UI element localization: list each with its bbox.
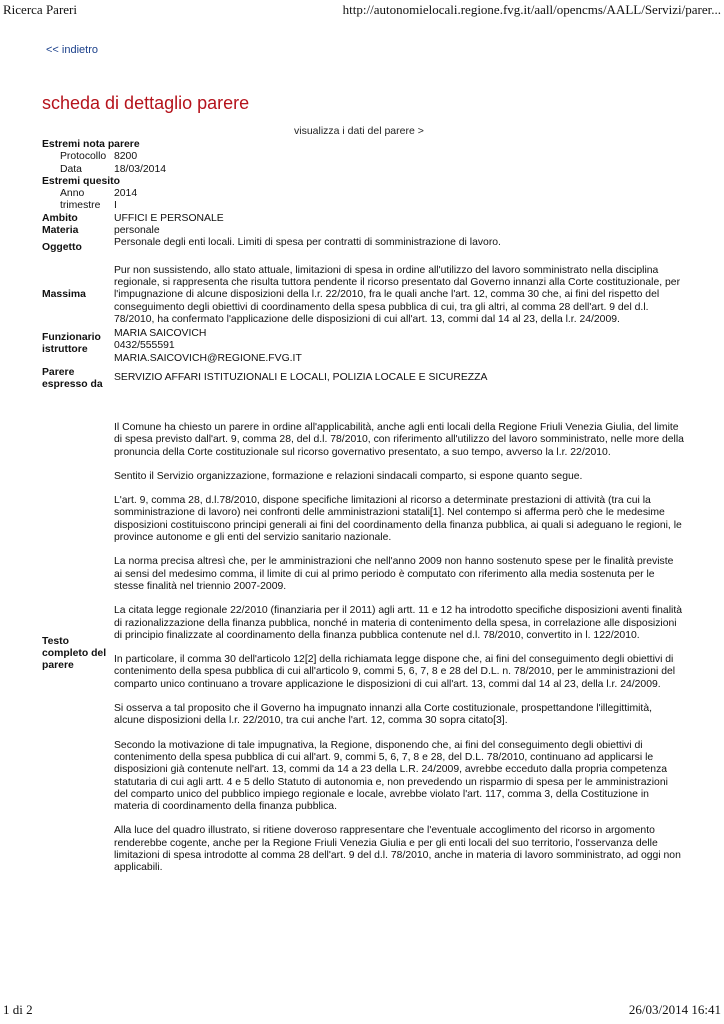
- ambito-row: [42, 213, 684, 225]
- data-row: [42, 164, 684, 176]
- massima-label: Massima: [42, 289, 86, 301]
- testo-paragraph: Alla luce del quadro illustrato, si ritiene doveroso rappresentare che l'eventuale accoglimento del ricorso in argomento renderebbe cogente, anche per la Regione Friuli Venezia Giulia e per gli enti locali del suo territorio, l'osservanza delle limitazioni di spesa introdotte al comma 28 dell'art. 9 del d.l. 78/2010, anche in materia di lavoro somministrato, ad oggi non applicabili.: [114, 825, 681, 874]
- data-value: 18/03/2014: [114, 163, 167, 175]
- testo-section: [42, 422, 684, 887]
- parere-espresso-row: [42, 367, 684, 392]
- funzionario-row: [42, 328, 684, 365]
- back-link[interactable]: << indietro: [46, 44, 98, 56]
- anno-value: 2014: [114, 188, 138, 200]
- testo-paragraph: L'art. 9, comma 28, d.l.78/2010, dispone specifiche limitazioni al ricorso a determinate prestazioni di attività (tra cui la somministrazione di lavoro) nei confronti delle amministrazioni statali[1]. Nel contempo si afferma però che le medesime disposizioni costituiscono principi generali ai fini del coordinamento della finanza pubblica, ai quali si adeguano le regioni, le province autonome e gli enti del servizio sanitario nazionale.: [114, 495, 682, 544]
- protocollo-row: [42, 151, 684, 163]
- testo-row: [42, 422, 684, 887]
- parere-espresso-label: Parere espresso da: [42, 367, 103, 391]
- data-label: Data: [60, 163, 82, 175]
- oggetto-row: [42, 237, 684, 254]
- testo-paragraph: Il Comune ha chiesto un parere in ordine all'applicabilità, anche agli enti locali della Regione Friuli Venezia Giulia, del limite di spesa previsto dall'art. 9, comma 28, del d.l. 78/2010, con riferimento all'utilizzo del lavoro somministrato, nelle more della pronuncia della Corte costituzionale sul ricorso governativo presentato, a suo tempo, avverso la l.r. 22/2010.: [114, 422, 684, 458]
- oggetto-value: Personale degli enti locali. Limiti di spesa per contratti di somministrazione di lavoro.: [114, 237, 501, 249]
- funzionario-phone: 0432/555591: [114, 340, 175, 352]
- materia-value: personale: [114, 225, 160, 237]
- funzionario-email: MARIA.SAICOVICH@REGIONE.FVG.IT: [114, 352, 302, 364]
- protocollo-label: Protocollo: [60, 151, 107, 163]
- testo-paragraph: Sentito il Servizio organizzazione, formazione e relazioni sindacali comparto, si espone quanto segue.: [114, 470, 583, 482]
- oggetto-label: Oggetto: [42, 242, 82, 254]
- massima-row: [42, 265, 684, 326]
- testo-paragraph: Si osserva a tal proposito che il Governo ha impugnato innanzi alla Corte costituzionale, prospettandone l'illegittimità, alcune disposizioni della l.r. 22/2010, tra cui anche l'art. 12, comma 30 sopra citato[3].: [114, 703, 652, 727]
- testo-label: Testo completo del parere: [42, 635, 107, 672]
- view-data-link[interactable]: visualizza i dati del parere >: [294, 125, 424, 137]
- trimestre-label: trimestre: [60, 200, 101, 212]
- page-url: http://autonomielocali.regione.fvg.it/aall/opencms/AALL/Servizi/parer...: [342, 2, 721, 17]
- materia-row: [42, 225, 684, 237]
- print-datetime: 26/03/2014 16:41: [628, 1002, 721, 1017]
- ambito-value: UFFICI E PERSONALE: [114, 212, 224, 224]
- materia-label: Materia: [42, 225, 79, 237]
- funzionario-name: MARIA SAICOVICH: [114, 328, 207, 340]
- detail-table: [42, 139, 684, 392]
- page-number: 1 di 2: [3, 1002, 33, 1017]
- parere-espresso-value: SERVIZIO AFFARI ISTITUZIONALI E LOCALI, POLIZIA LOCALE E SICUREZZA: [114, 372, 488, 384]
- testo-paragraph: In particolare, il comma 30 dell'articolo 12[2] della richiamata legge dispone che, ai fini del conseguimento degli obiettivi di contenimento della spesa pubblica di cui all'articolo 9, commi 5, 6, 7, 8 e 28 del D.L. n. 78/2010, per le amministrazioni del comparto unico continuano a trovare applicazione le disposizioni di cui all'art. 13, commi dal 14 al 23, della l.r. 24/2009.: [114, 654, 676, 690]
- page-title: scheda di dettaglio parere: [42, 93, 250, 113]
- estremi-nota-heading: Estremi nota parere: [42, 139, 140, 150]
- back-link-container: [46, 44, 98, 56]
- testo-paragraph: Secondo la motivazione di tale impugnativa, la Regione, disponendo che, ai fini del conseguimento degli obiettivi di contenimento della spesa pubblica di cui all'art. 9, commi 5, 6, 7, 8 e 28, del D.L. 78/2010, continuano ad applicarsi le disposizioni già contenute nell'art. 13, commi da 14 a 23 della L.R. 24/2009, avrebbe ecceduto dalla propria competenza statutaria di cui agli artt. 4 e 5 dello Statuto di autonomia e, non prevedendo un risparmio di spesa per le amministrazioni del comparto unico del pubblico impiego regionale e locale, avrebbe violato l'art. 117, comma 3, della Costituzione in materia di coordinamento della finanza pubblica.: [114, 739, 668, 813]
- massima-value: Pur non sussistendo, allo stato attuale, limitazioni di spesa in ordine all'utilizzo del lavoro somministrato nella disciplina regionale, si rappresenta che risulta tuttora pendente il ricorso presentato dal Governo innanzi alla Corte costituzionale, per l'impugnazione di alcune disposizioni della l.r. 22/2010, fra le quali anche l'art. 12, comma 30 che, ai fini del rispetto del conseguimento degli obiettivi di coordinamento della spesa pubblica di cui, tra gli altri, al comma 28 dell'art. 9 del d.l. 78/2010, ha confermato l'applicazione delle disposizioni di cui all'art. 13, commi dal 14 al 23, della l.r. 24/2009.: [114, 264, 681, 325]
- anno-label: Anno: [60, 188, 85, 200]
- funzionario-value: [114, 328, 684, 365]
- funzionario-label: Funzionario istruttore: [42, 332, 101, 356]
- protocollo-value: 8200: [114, 151, 138, 163]
- trimestre-row: [42, 200, 684, 212]
- ambito-label: Ambito: [42, 212, 78, 224]
- testo-paragraph: La citata legge regionale 22/2010 (finanziaria per il 2011) agli artt. 11 e 12 ha introdotto specifiche disposizioni aventi finalità di razionalizzazione della finanza pubblica, nonché in materia di contenimento della spesa, in correlazione alle disposizioni di principio finalizzate al coordinamento della finanza pubblica contenute nel d.l. 78/2010, convertito in l. 122/2010.: [114, 605, 682, 641]
- testo-body: [114, 422, 684, 887]
- anno-row: [42, 188, 684, 200]
- testo-paragraph: La norma precisa altresì che, per le amministrazioni che nell'anno 2009 non hanno sostenuto spese per le finalità previste ai sensi del medesimo comma, il limite di cui al primo periodo è computato con riferimento alla media sostenuta per le stesse finalità nel triennio 2007-2009.: [114, 556, 674, 592]
- browser-page-title: Ricerca Pareri: [3, 2, 77, 17]
- trimestre-value: I: [114, 200, 117, 212]
- estremi-quesito-heading: Estremi quesito: [42, 175, 120, 187]
